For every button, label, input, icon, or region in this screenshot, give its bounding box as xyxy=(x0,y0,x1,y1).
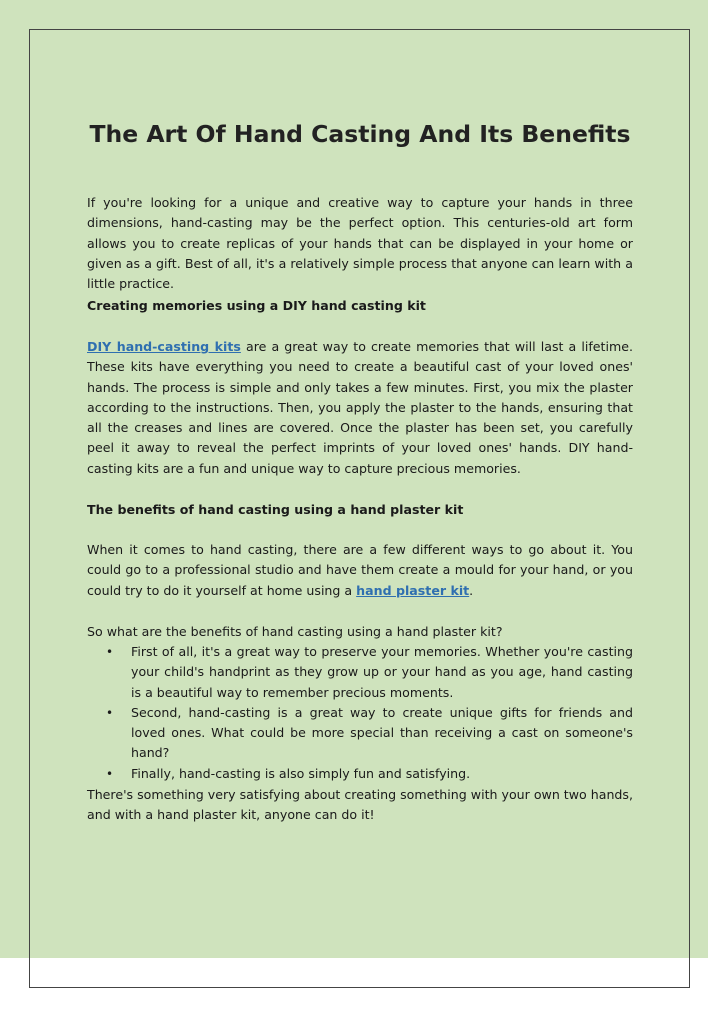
list-item-text: Second, hand-casting is a great way to create unique gifts for friends and loved ones. What could be more special than receiving a cast on someone's hand? xyxy=(131,704,633,761)
section1-paragraph xyxy=(87,337,633,479)
section1-heading: Creating memories using a DIY hand casting kit xyxy=(87,298,426,313)
page-title: The Art Of Hand Casting And Its Benefits xyxy=(89,120,631,148)
closing-paragraph: There's something very satisfying about creating something with your own two hands, and with a hand plaster kit, anyone can do it! xyxy=(87,787,633,823)
bullet-icon: • xyxy=(106,766,114,781)
bullet-icon: • xyxy=(106,645,114,659)
section2-paragraph xyxy=(87,540,633,601)
section2-heading: The benefits of hand casting using a hand plaster kit xyxy=(87,502,464,517)
list-item-text: Finally, hand-casting is also simply fun and satisfying. xyxy=(131,765,471,781)
section2-body-after-link: . xyxy=(469,582,474,598)
list-item xyxy=(87,764,633,784)
hand-plaster-kit-link[interactable]: hand plaster kit xyxy=(356,582,470,598)
list-item-text: First of all, it's a great way to preserve your memories. Whether you're casting your child's handprint as they grow up or your hand as you age, hand casting is a beautiful way to remember precious moments. xyxy=(131,644,633,700)
benefits-list xyxy=(87,642,633,784)
list-item xyxy=(87,642,633,703)
intro-paragraph: If you're looking for a unique and creative way to capture your hands in three dimensions, hand-casting may be the perfect option. This centuries-old art form allows you to create replicas of your hands that can be displayed in your home or given as a gift. Best of all, it's a relatively simple process that anyone can learn with a little practice. xyxy=(87,195,633,292)
list-item xyxy=(87,703,633,764)
diy-hand-casting-kits-link[interactable]: DIY hand-casting kits xyxy=(87,339,241,354)
benefits-question: So what are the benefits of hand casting using a hand plaster kit? xyxy=(87,624,503,639)
section1-body: are a great way to create memories that will last a lifetime. These kits have everything you need to create a beautiful cast of your loved ones' hands. The process is simple and only takes a few minutes. First, you mix the plaster according to the instructions. Then, you apply the plaster to the hands, ensuring that all the creases and lines are covered. Once the plaster has been set, you carefully peel it away to reveal the perfect imprints of your loved ones' hands. DIY hand-casting kits are a fun and unique way to capture precious memories. xyxy=(87,339,633,476)
bullet-icon: • xyxy=(106,705,114,720)
section2-body-before-link: When it comes to hand casting, there are a few different ways to go about it. You could go to a professional studio and have them create a mould for your hand, or you could try to do it yourself at home using a xyxy=(87,542,633,598)
